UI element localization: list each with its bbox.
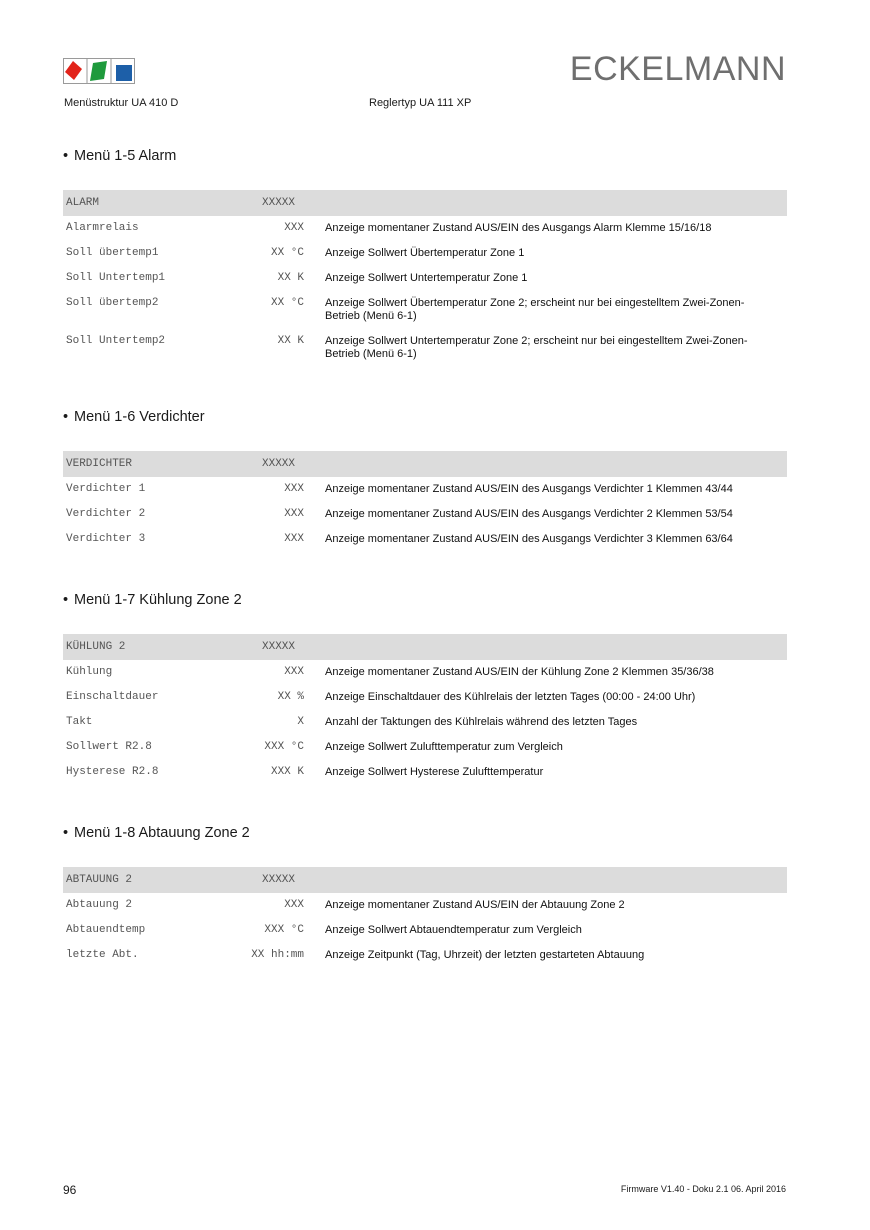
bullet-icon: • [63, 148, 69, 164]
menu-table [63, 867, 787, 968]
section-heading [63, 822, 787, 844]
param-description: Anzeige Sollwert Zulufttemperatur zum Vergleich [325, 741, 563, 753]
param-name: Einschaltdauer [66, 691, 159, 703]
param-description: Anzeige momentaner Zustand AUS/EIN der Abtauung Zone 2 [325, 899, 625, 911]
param-name: Soll übertemp2 [66, 297, 159, 309]
table-header-row [63, 190, 787, 216]
menu-code: ALARM [66, 197, 100, 209]
bullet-icon: • [63, 592, 69, 608]
menu-code: ABTAUUNG 2 [66, 874, 133, 886]
section-verdichter [63, 406, 787, 552]
param-value: XX % [277, 691, 304, 703]
table-row [63, 216, 787, 241]
section-title: Menü 1-8 Abtauung Zone 2 [74, 825, 250, 841]
param-value: XXX [284, 666, 304, 678]
param-description: Anzeige Sollwert Untertemperatur Zone 1 [325, 272, 528, 284]
table-row [63, 943, 787, 968]
param-description: Anzeige Sollwert Hysterese Zulufttemperatur [325, 766, 544, 778]
param-value: X [297, 716, 304, 728]
param-description: Anzeige Zeitpunkt (Tag, Uhrzeit) der letzten gestarteten Abtauung [325, 949, 645, 961]
header-document-title: Menüstruktur UA 410 D [64, 97, 179, 109]
section-title: Menü 1-6 Verdichter [74, 409, 205, 425]
param-name: Alarmrelais [66, 222, 139, 234]
menu-code: VERDICHTER [66, 458, 133, 470]
section-heading [63, 406, 787, 428]
param-description: Anzeige momentaner Zustand AUS/EIN der Kühlung Zone 2 Klemmen 35/36/38 [325, 666, 714, 678]
param-name: Sollwert R2.8 [66, 741, 152, 753]
param-name: Kühlung [66, 666, 113, 678]
param-value: XXX °C [264, 741, 304, 753]
param-name: Verdichter 3 [66, 533, 146, 545]
section-title: Menü 1-7 Kühlung Zone 2 [74, 592, 242, 608]
footer-version: Firmware V1.40 - Doku 2.1 06. April 2016 [620, 1184, 786, 1194]
table-header-row [63, 634, 787, 660]
param-description: Anzeige momentaner Zustand AUS/EIN des Ausgangs Alarm Klemme 15/16/18 [325, 222, 712, 234]
param-name: letzte Abt. [66, 949, 139, 961]
table-row [63, 266, 787, 291]
param-name: Hysterese R2.8 [66, 766, 159, 778]
param-name: Abtauung 2 [66, 899, 133, 911]
table-row [63, 477, 787, 502]
param-value: XXX [284, 899, 304, 911]
table-row [63, 527, 787, 552]
param-value: XX °C [270, 247, 304, 259]
table-row [63, 329, 787, 367]
param-description: Anzeige Sollwert Übertemperatur Zone 1 [325, 247, 525, 259]
param-value: XX K [277, 335, 304, 347]
param-value: XX °C [270, 297, 304, 309]
param-value: XXX K [270, 766, 304, 778]
menu-value: XXXXX [262, 874, 296, 886]
table-row [63, 685, 787, 710]
table-header-row [63, 451, 787, 477]
param-name: Soll Untertemp1 [66, 272, 166, 284]
eckelmann-logo-icon [63, 58, 135, 84]
header-controller-type: Reglertyp UA 111 XP [369, 97, 472, 109]
table-row [63, 660, 787, 685]
param-value: XXX [284, 508, 304, 520]
section-abtauung-zone-2 [63, 822, 787, 968]
param-description: Anzeige Sollwert Untertemperatur Zone 2; erscheint nur bei eingestelltem Zwei-Zonen-Betrieb (Menü 6-1) [325, 335, 748, 360]
param-value: XX K [277, 272, 304, 284]
param-name: Soll Untertemp2 [66, 335, 166, 347]
menu-value: XXXXX [262, 197, 296, 209]
param-description: Anzahl der Taktungen des Kühlrelais während des letzten Tages [325, 716, 638, 728]
table-row [63, 760, 787, 785]
menu-code: KÜHLUNG 2 [66, 641, 126, 653]
section-title: Menü 1-5 Alarm [74, 148, 177, 164]
bullet-icon: • [63, 409, 69, 425]
bullet-icon: • [63, 825, 69, 841]
table-row [63, 918, 787, 943]
menu-table [63, 451, 787, 552]
param-name: Verdichter 2 [66, 508, 146, 520]
param-value: XXX °C [264, 924, 304, 936]
table-row [63, 502, 787, 527]
table-header-row [63, 867, 787, 893]
param-value: XX hh:mm [251, 949, 304, 961]
param-name: Takt [66, 716, 93, 728]
table-row [63, 710, 787, 735]
menu-value: XXXXX [262, 641, 296, 653]
table-row [63, 893, 787, 918]
param-description: Anzeige momentaner Zustand AUS/EIN des Ausgangs Verdichter 1 Klemmen 43/44 [325, 483, 733, 495]
page-number: 96 [63, 1183, 77, 1197]
menu-table [63, 190, 787, 367]
table-row [63, 291, 787, 329]
table-row [63, 735, 787, 760]
table-row [63, 241, 787, 266]
param-name: Abtauendtemp [66, 924, 146, 936]
param-name: Soll übertemp1 [66, 247, 159, 259]
param-value: XXX [284, 533, 304, 545]
param-description: Anzeige momentaner Zustand AUS/EIN des Ausgangs Verdichter 2 Klemmen 53/54 [325, 508, 733, 520]
section-heading [63, 145, 787, 167]
param-value: XXX [284, 222, 304, 234]
menu-table [63, 634, 787, 785]
param-description: Anzeige Einschaltdauer des Kühlrelais der letzten Tages (00:00 - 24:00 Uhr) [325, 691, 696, 703]
param-description: Anzeige Sollwert Übertemperatur Zone 2; erscheint nur bei eingestelltem Zwei-Zonen-Betrieb (Menü 6-1) [325, 297, 745, 322]
param-description: Anzeige Sollwert Abtauendtemperatur zum Vergleich [325, 924, 582, 936]
section-kuehlung-zone-2 [63, 589, 787, 785]
brand-wordmark: ECKELMANN [569, 50, 786, 88]
section-alarm [63, 145, 787, 367]
param-value: XXX [284, 483, 304, 495]
param-description: Anzeige momentaner Zustand AUS/EIN des Ausgangs Verdichter 3 Klemmen 63/64 [325, 533, 733, 545]
section-heading [63, 589, 787, 611]
param-name: Verdichter 1 [66, 483, 146, 495]
menu-value: XXXXX [262, 458, 296, 470]
